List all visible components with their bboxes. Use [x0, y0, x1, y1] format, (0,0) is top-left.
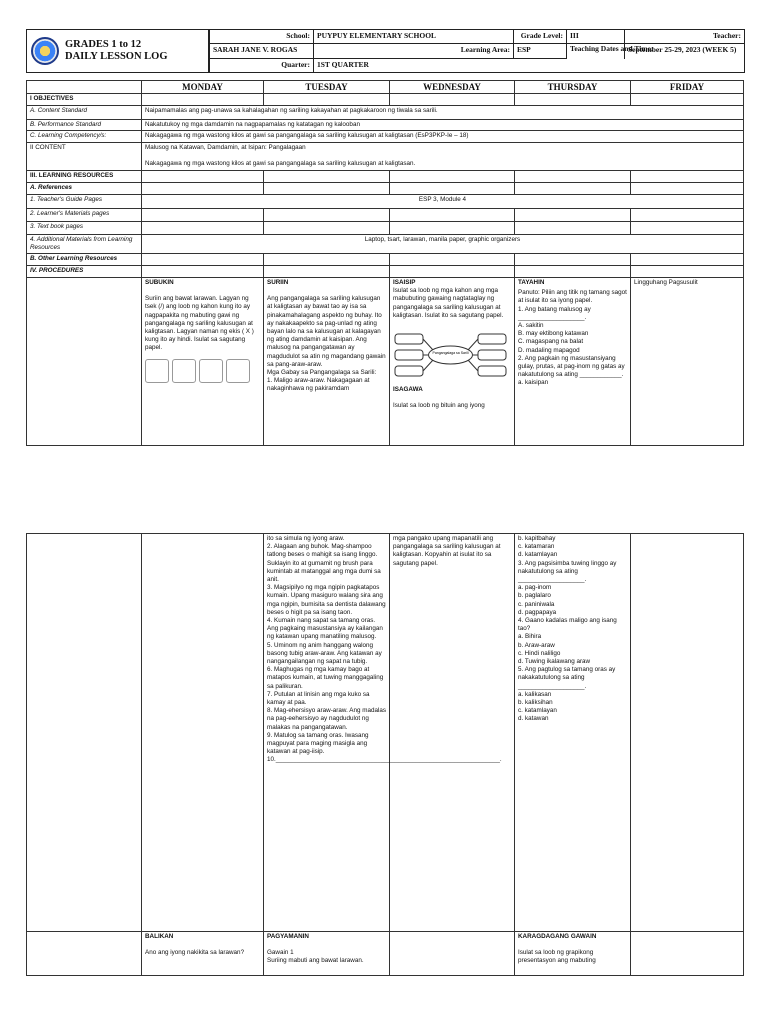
- day-wednesday: WEDNESDAY: [390, 81, 515, 94]
- day-tuesday: TUESDAY: [264, 81, 390, 94]
- procedures-empty-cell: [27, 278, 142, 446]
- lm-row: [27, 208, 744, 221]
- teacher-value: SARAH JANE V. ROGAS: [209, 44, 313, 58]
- tuesday-title: SURIIN: [267, 279, 289, 287]
- page2-next-empty-label: [27, 932, 142, 976]
- performance-standard-row: [27, 120, 744, 131]
- content-line2: Nakagagawa ng mga wastong kilos at gawi sa pangangalaga sa sariling kalusugan at kaligtasan.: [145, 159, 416, 167]
- page2-empty-label: [27, 534, 142, 932]
- content-standard-label: A. Content Standard: [27, 106, 142, 120]
- pagyamanin-title: PAGYAMANIN: [267, 933, 309, 940]
- area-label: Learning Area:: [313, 44, 513, 58]
- friday-text: Lingguhang Pagsusulit: [634, 279, 698, 287]
- content-label: II CONTENT: [27, 142, 142, 170]
- day-monday: MONDAY: [142, 81, 264, 94]
- page2-content-row: [27, 534, 744, 932]
- additional-row: [27, 234, 744, 253]
- day-header-row: [27, 81, 744, 94]
- additional-value: Laptop, tsart, larawan, manila paper, graphic organizers: [142, 234, 744, 253]
- references-label: A. References: [27, 182, 142, 194]
- monday-picture-strip: [145, 359, 260, 383]
- page2-next-row: [27, 932, 744, 976]
- page2-wednesday-empty: [390, 932, 515, 976]
- lm-label: 2. Learner's Materials pages: [27, 208, 142, 221]
- grade-label: Grade Level:: [513, 30, 566, 44]
- school-value: PUYPUY ELEMENTARY SCHOOL: [313, 30, 513, 44]
- competency-label: C. Learning Competency/s:: [27, 131, 142, 142]
- wednesday-title: ISAISIP: [393, 279, 416, 287]
- balikan-title: BALIKAN: [145, 933, 174, 940]
- page2-thursday-karagdagan: [515, 932, 631, 976]
- balikan-text: Ano ang iyong nakikita sa larawan?: [145, 949, 245, 957]
- header-title-cell: [27, 30, 209, 72]
- page2-tuesday-text: ito sa simula ng iyong araw. 2. Alagaan ang buhok. Mag-shampoo tatlong beses o mahigit sa isang linggo. Suklayin ito at gumamit ng brush para kumintab at matanggal ang mga dumi sa anit. 3. Magsipilyo ng mga ngipin pagkatapos kumain. Upang masiguro walang sira ang mga ngipin, bumisita sa dentista dalawang beses o higit pa sa isang taon. 4. Kumain nang sapat sa tamang oras. Ang pagkaing masustansiya ay kailangan ng katawan upang manatiling malusog. 5. Uminom ng anim hanggang walong basong tubig araw-araw. Ang katawan ay nangangailangan ng sapat na tubig. 6. Maghugas ng mga kamay bago at matapos kumain, at tuwing manggagaling sa palikuran. 7. Putulan at linisin ang mga kuko sa kamay at paa. 8. Mag-ehersisyo araw-araw. Ang madalas na pag-eehersisyo ay nagdudulot ng malakas na pangangatawan. 9. Matulog sa tamang oras. Iwasang magpuyat para maging masigla ang katawan at pag-iisip. 10.________________________________________________________________.: [267, 535, 502, 764]
- monday-procedure: [142, 278, 264, 446]
- textbook-row: [27, 221, 744, 234]
- lesson-log-table-page1: [26, 80, 744, 446]
- objectives-label: I OBJECTIVES: [27, 94, 142, 106]
- header-title-line2: DAILY LESSON LOG: [65, 51, 168, 62]
- quarter-value: 1ST QUARTER: [313, 59, 513, 72]
- content-row: [27, 142, 744, 170]
- tuesday-procedure: [264, 278, 390, 446]
- other-resources-row: [27, 254, 744, 266]
- teacher-label: Teacher:: [624, 30, 744, 44]
- content-line1: Malusog na Katawan, Damdamin, at Isipan: Pangalagaan: [145, 143, 306, 151]
- school-label: School:: [209, 30, 313, 44]
- monday-text: Suriin ang bawat larawan. Lagyan ng tsek (/) ang loob ng kahon kung ito ay nagpapakita ng mabuting gawi ng pangangalaga ng sariling kalusugan at kaligtasan. Lagyan naman ng ekis ( X ) kung ito ay hindi. Isulat sa sagutang papel.: [145, 295, 254, 352]
- page2-monday-balikan: [142, 932, 264, 976]
- page2-thursday: [515, 534, 631, 932]
- organizer-center-label: Pangangalaga sa Sarili: [432, 351, 469, 356]
- dates-label: Teaching Dates and Time:: [566, 44, 624, 58]
- content-standard-row: [27, 106, 744, 120]
- additional-label: 4. Additional Materials from Learning Resources: [27, 234, 142, 253]
- karagdagan-title: KARAGDAGANG GAWAIN: [518, 933, 597, 940]
- page2-friday-empty: [631, 932, 744, 976]
- wednesday-text2: Isulat sa loob ng bituin ang iyong: [393, 402, 485, 410]
- resources-row: [27, 170, 744, 182]
- competency-row: [27, 131, 744, 142]
- page2-monday: [142, 534, 264, 932]
- thursday-text: Panuto: Piliin ang titik ng tamang sagot at isulat ito sa iyong papel. 1. Ang batang malusog ay ___________________. A. sakitin B. may ektibong katawan C. magaspang na balat D. madaling mapagod 2. Ang pagkain ng masustansiyang gulay, prutas, at pag-inom ng gatas ay nakatutulong sa ating ____________. a. kaisipan: [518, 289, 627, 387]
- wednesday-text: Isulat sa loob ng mga kahon ang mga mabubuting gawaing nagtataglay ng pangangalaga sa sariling kalusugan at kaligtasan. Isulat ito sa sagutang papel.: [393, 287, 504, 319]
- procedures-content-row: [27, 278, 744, 446]
- page2-thursday-text: b. kapitbahay c. katamaran d. katamlayan 3. Ang pagsisimba tuwing linggo ay nakatutulong sa ating ___________________. a. pag-inom b. paglalaro c. paniniwala d. pagpapaya 4. Gaano kadalas maligo ang isang tao? a. Bihira b. Araw-araw c. Hindi naliligo d. Tuwing ikalawang araw 5. Ang pagtulog sa tamang oras ay nakakatutulong sa ating ___________________. a. kalikasan b. kaliksihan c. katamlayan d. katawan: [518, 535, 617, 723]
- lesson-log-table-page2: [26, 533, 744, 976]
- friday-procedure: [631, 278, 744, 446]
- page2-wednesday: [390, 534, 515, 932]
- textbook-label: 3. Text book pages: [27, 221, 142, 234]
- picture-3: [199, 359, 223, 383]
- procedures-label: IV. PROCEDURES: [27, 266, 142, 278]
- karagdagan-text: Isulat sa loob ng grapikong presentasyon ang mabuting: [518, 949, 596, 965]
- header-title: [65, 39, 168, 63]
- content-standard-value: Naipamamalas ang pag-unawa sa kahalagahan ng sariling kakayahan at pagkakaroon ng tiwala sa sarili.: [142, 106, 744, 120]
- quarter-label: Quarter:: [209, 59, 313, 72]
- day-thursday: THURSDAY: [515, 81, 631, 94]
- page2-tuesday-pagyamanin: [264, 932, 390, 976]
- page2-wednesday-text: mga pangako upang mapanatili ang pangangalaga sa sariling kalusugan at kaligtasan. Kopyahin at isulat ito sa sagutang papel.: [393, 535, 501, 567]
- tg-row: [27, 194, 744, 208]
- picture-4: [226, 359, 250, 383]
- other-resources-label: B. Other Learning Resources: [27, 254, 142, 266]
- picture-2: [172, 359, 196, 383]
- tg-label: 1. Teacher's Guide Pages: [27, 194, 142, 208]
- page2-friday: [631, 534, 744, 932]
- thursday-procedure: [515, 278, 631, 446]
- tuesday-text: Ang pangangalaga sa sariling kalusugan at kaligtasan ay bawat tao ay isa sa pinakamahalagang aspekto ng buhay. Ito ay nakakaapekto sa pag-unlad ng ating bayan lalo na sa kalusugan at kalagayan ng ating damdamin at kaisipan. Ang malusog na pangangatawan ay magdudulot sa atin ng magandang gawain sa pang-araw-araw. Mga Gabay sa Pangangalaga sa Sarili: 1. Maligo araw-araw. Nakagagaan at nakaginhawa ng pakiramdam: [267, 295, 386, 393]
- header-info-grid: [209, 30, 744, 72]
- picture-1: [145, 359, 169, 383]
- graphic-organizer: [393, 330, 508, 380]
- pagyamanin-text: Gawain 1 Suriing mabuti ang bawat larawan.: [267, 949, 364, 965]
- performance-standard-label: B. Performance Standard: [27, 120, 142, 131]
- day-friday: FRIDAY: [631, 81, 744, 94]
- performance-standard-value: Nakatutukoy ng mga damdamin na nagpapamalas ng katatagan ng kalooban: [142, 120, 744, 131]
- monday-title: SUBUKIN: [145, 279, 174, 287]
- content-value: [142, 142, 744, 170]
- competency-value: Nakagagawa ng mga wastong kilos at gawi sa pangangalaga sa sariling kalusugan at kaligtasan (EsP3PKP-Ie – 18): [142, 131, 744, 142]
- resources-label: III. LEARNING RESOURCES: [27, 170, 142, 182]
- deped-seal-icon: [31, 37, 59, 65]
- wednesday-procedure: [390, 278, 515, 446]
- header-title-line1: GRADES 1 to 12: [65, 39, 142, 50]
- area-value: ESP: [513, 44, 566, 58]
- grade-value: III: [566, 30, 624, 44]
- header-block: [26, 29, 745, 73]
- references-row: [27, 182, 744, 194]
- wednesday-title2: ISAGAWA: [393, 386, 423, 394]
- dates-value: September 25-29, 2023 (WEEK 5): [624, 44, 744, 58]
- tg-value: ESP 3, Module 4: [142, 194, 744, 208]
- corner-cell: [27, 81, 142, 94]
- procedures-row: [27, 266, 744, 278]
- thursday-title: TAYAHIN: [518, 279, 545, 287]
- objectives-row: [27, 94, 744, 106]
